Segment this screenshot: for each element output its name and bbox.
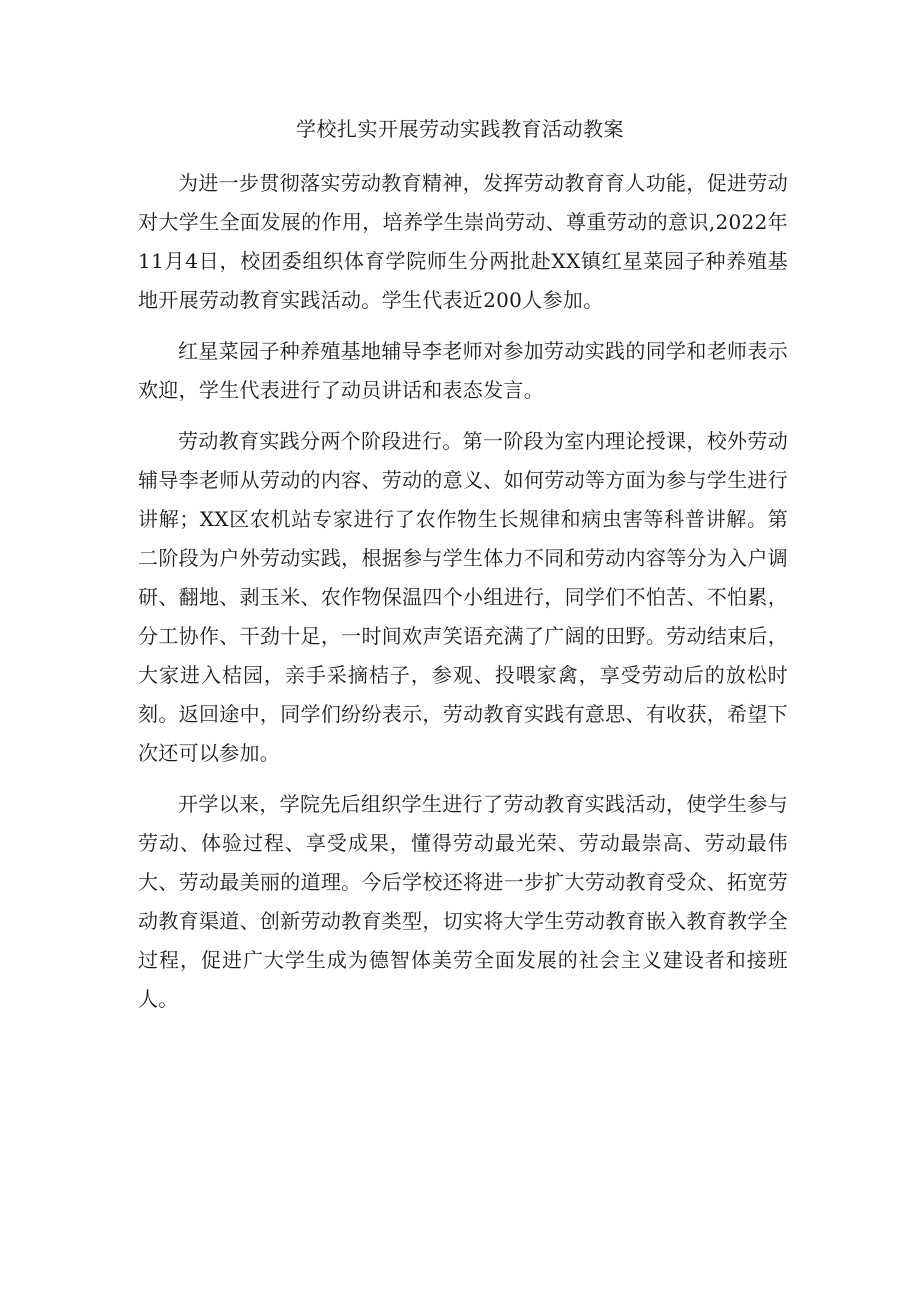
paragraph-3: 劳动教育实践分两个阶段进行。第一阶段为室内理论授课，校外劳动辅导李老师从劳动的内容、劳动的意义、如何劳动等方面为参与学生进行讲解；XX区农机站专家进行了农作物生长规律和病虫害等科普讲解。第二阶段为户外劳动实践，根据参与学生体力不同和劳动内容等分为入户调研、翻地、剥玉米、农作物保温四个小组进行，同学们不怕苦、不怕累，分工协作、干劲十足，一时间欢声笑语充满了广阔的田野。劳动结束后，大家进入桔园，亲手采摘桔子，参观、投喂家禽，享受劳动后的放松时刻。返回途中，同学们纷纷表示，劳动教育实践有意思、有收获，希望下次还可以参加。 xyxy=(138,429,788,765)
document-body xyxy=(138,164,788,1031)
paragraph-4: 开学以来，学院先后组织学生进行了劳动教育实践活动，使学生参与劳动、体验过程、享受成果，懂得劳动最光荣、劳动最崇高、劳动最伟大、劳动最美丽的道理。今后学校还将进一步扩大劳动教育受众、拓宽劳动教育渠道、创新劳动教育类型，切实将大学生劳动教育嵌入教育教学全过程，促进广大学生成为德智体美劳全面发展的社会主义建设者和接班人。 xyxy=(138,792,788,1011)
paragraph-1: 为进一步贯彻落实劳动教育精神，发挥劳动教育育人功能，促进劳动对大学生全面发展的作用，培养学生崇尚劳动、尊重劳动的意识,2022年11月4日，校团委组织体育学院师生分两批赴XX镇红星菜园子种养殖基地开展劳动教育实践活动。学生代表近200人参加。 xyxy=(138,171,788,312)
paragraph-2: 红星菜园子种养殖基地辅导李老师对参加劳动实践的同学和老师表示欢迎，学生代表进行了动员讲话和表态发言。 xyxy=(138,339,788,402)
document-title: 学校扎实开展劳动实践教育活动教案 xyxy=(296,117,624,141)
